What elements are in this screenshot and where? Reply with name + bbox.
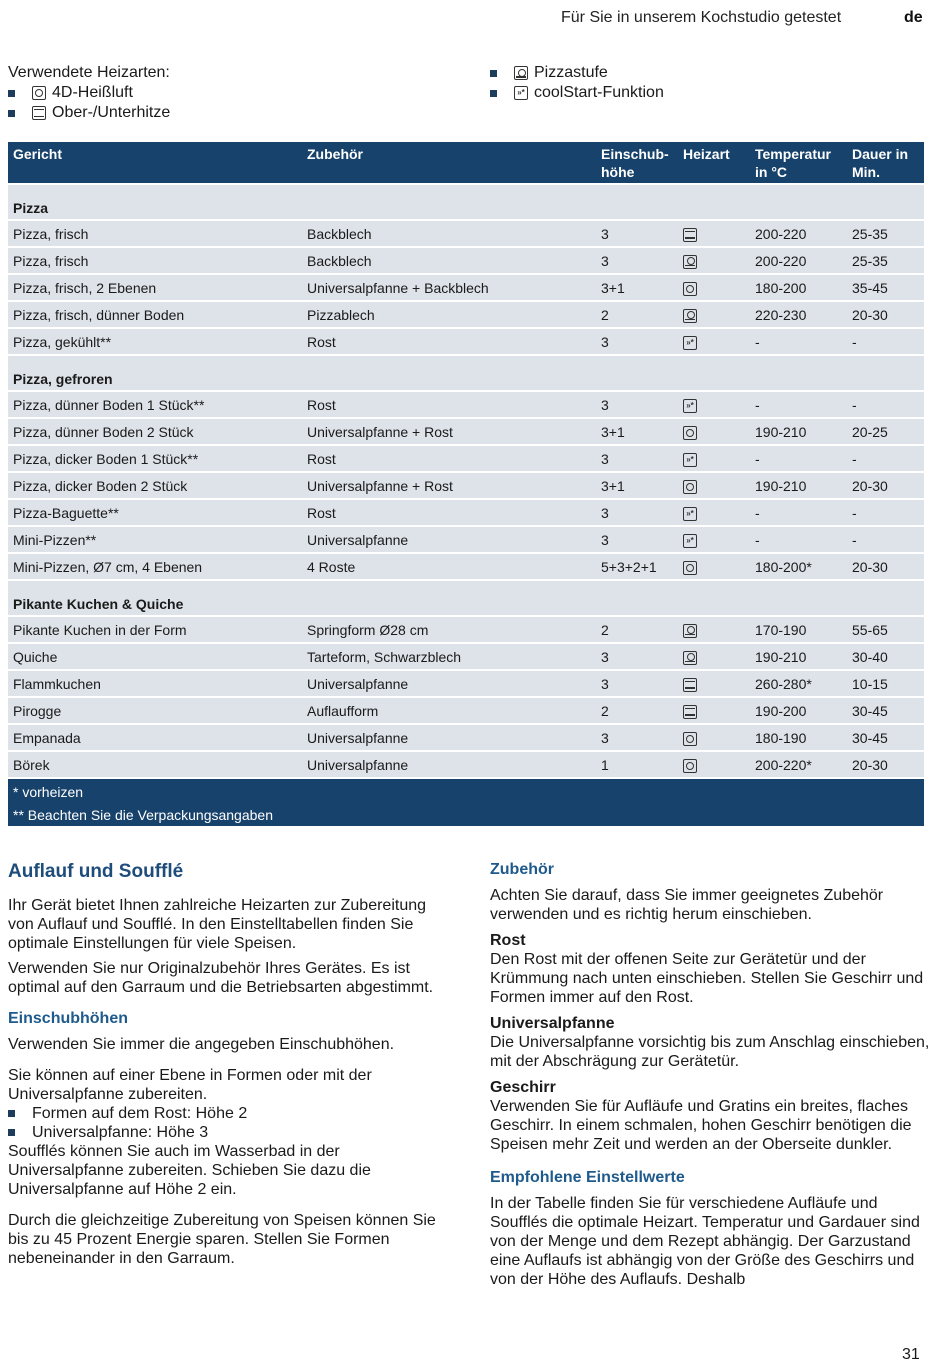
paragraph: Verwenden Sie nur Originalzubehör Ihres Gerätes. Es ist optimal auf den Garraum und die Betriebsarten abgestimmt. [8, 960, 434, 996]
cell-dish: Pikante Kuchen in der Form [8, 616, 302, 643]
cell-heating [678, 724, 750, 751]
cell-heating [678, 643, 750, 670]
fan-heating-icon [683, 282, 697, 296]
cell-duration: 30-45 [847, 724, 924, 751]
cell-duration: 20-30 [847, 301, 924, 328]
cell-accessory: Rost [302, 499, 596, 526]
cell-duration: - [847, 499, 924, 526]
cell-duration: 25-35 [847, 220, 924, 247]
table-row [8, 220, 924, 247]
cell-temperature: 260-280* [750, 670, 847, 697]
bullet-square-icon [8, 1129, 15, 1136]
pizza-setting-icon [683, 624, 697, 638]
group-title: Pikante Kuchen & Quiche [8, 580, 924, 616]
bullet-square-icon [490, 90, 497, 97]
fan-heating-icon [683, 732, 697, 746]
section-title: Auflauf und Soufflé [8, 861, 184, 882]
cell-duration: - [847, 391, 924, 418]
cell-accessory: Universalpfanne [302, 526, 596, 553]
cell-duration: 10-15 [847, 670, 924, 697]
header-temperature: Temperatur in °C [750, 142, 847, 184]
coolstart-icon: »* [683, 534, 697, 548]
cell-level: 2 [596, 697, 678, 724]
page-number: 31 [902, 1346, 920, 1363]
cell-level: 3 [596, 247, 678, 274]
cell-level: 1 [596, 751, 678, 778]
cell-heating [678, 553, 750, 580]
cell-level: 2 [596, 616, 678, 643]
cell-level: 3 [596, 499, 678, 526]
header-duration: Dauer in Min. [847, 142, 924, 184]
cell-duration: - [847, 445, 924, 472]
heating-mode-label: coolStart-Funktion [534, 84, 664, 101]
cell-heating [678, 247, 750, 274]
cell-heating [678, 391, 750, 418]
cell-dish: Börek [8, 751, 302, 778]
table-group-row [8, 580, 924, 616]
cell-accessory: 4 Roste [302, 553, 596, 580]
cell-level: 3 [596, 643, 678, 670]
cell-accessory: Tarteform, Schwarzblech [302, 643, 596, 670]
cell-level: 3 [596, 445, 678, 472]
cell-temperature: 170-190 [750, 616, 847, 643]
cell-level: 5+3+2+1 [596, 553, 678, 580]
cell-temperature: - [750, 499, 847, 526]
pizza-setting-icon [683, 651, 697, 665]
cell-accessory: Universalpfanne + Backblech [302, 274, 596, 301]
subheading-geschirr: Geschirr [490, 1079, 556, 1096]
cell-duration: 25-35 [847, 247, 924, 274]
cell-temperature: 200-220 [750, 247, 847, 274]
cell-duration: 30-45 [847, 697, 924, 724]
cell-level: 3+1 [596, 472, 678, 499]
cell-dish: Pizza, dicker Boden 2 Stück [8, 472, 302, 499]
group-title: Pizza [8, 184, 924, 220]
paragraph: Ihr Gerät bietet Ihnen zahlreiche Heizarten zur Zubereitung von Auflauf und Soufflé. In den Einstelltabellen finden Sie optimale Einstellungen für viele Speisen. [8, 897, 427, 952]
table-row [8, 643, 924, 670]
cell-temperature: 200-220 [750, 220, 847, 247]
cell-temperature: 190-200 [750, 697, 847, 724]
cell-heating [678, 220, 750, 247]
subheading-universalpfanne: Universalpfanne [490, 1015, 615, 1032]
cell-accessory: Universalpfanne + Rost [302, 418, 596, 445]
table-group-row [8, 184, 924, 220]
cell-dish: Pizza, frisch, dünner Boden [8, 301, 302, 328]
cell-duration: 35-45 [847, 274, 924, 301]
heating-modes-right [490, 63, 664, 103]
cell-accessory: Backblech [302, 247, 596, 274]
cell-duration: 30-40 [847, 643, 924, 670]
fan-heating-icon [683, 426, 697, 440]
coolstart-icon: »* [683, 336, 697, 350]
table-row [8, 553, 924, 580]
cell-heating [678, 274, 750, 301]
cell-accessory: Universalpfanne + Rost [302, 472, 596, 499]
table-footnote-row [8, 778, 924, 802]
table-group-row [8, 355, 924, 391]
cell-level: 3+1 [596, 274, 678, 301]
fan-heating-icon [683, 561, 697, 575]
heating-modes-label: Verwendete Heizarten: [8, 64, 170, 81]
cell-heating [678, 418, 750, 445]
cell-accessory: Universalpfanne [302, 670, 596, 697]
paragraph: Durch die gleichzeitige Zubereitung von Speisen können Sie bis zu 45 Prozent Energie sparen. Stellen Sie Formen nebeneinander in den Garraum. [8, 1212, 436, 1267]
paragraph: Die Universalpfanne vorsichtig bis zum Anschlag einschieben, mit der Abschrägung zur Gerätetür. [490, 1034, 930, 1070]
cell-heating [678, 328, 750, 355]
top-bottom-heat-icon [683, 678, 697, 692]
list-item: Universalpfanne: Höhe 3 [8, 1123, 453, 1142]
table-row [8, 274, 924, 301]
cell-dish: Pizza, frisch [8, 247, 302, 274]
heating-mode-label: 4D-Heißluft [52, 84, 133, 101]
left-column [8, 860, 453, 1274]
table-row [8, 724, 924, 751]
subheading-einstellwerte: Empfohlene Einstellwerte [490, 1169, 685, 1186]
cell-accessory: Universalpfanne [302, 751, 596, 778]
cell-temperature: 180-190 [750, 724, 847, 751]
cell-temperature: 190-210 [750, 418, 847, 445]
group-title: Pizza, gefroren [8, 355, 924, 391]
cell-dish: Pizza, gekühlt** [8, 328, 302, 355]
pizza-setting-icon [514, 66, 528, 80]
heating-mode-item [490, 83, 664, 103]
pizza-setting-icon [683, 255, 697, 269]
table-row [8, 697, 924, 724]
cell-accessory: Rost [302, 445, 596, 472]
right-column [490, 860, 930, 1295]
table-row [8, 445, 924, 472]
cell-dish: Quiche [8, 643, 302, 670]
cell-temperature: - [750, 391, 847, 418]
cell-heating [678, 499, 750, 526]
table-row [8, 670, 924, 697]
bullet-square-icon [8, 90, 15, 97]
cell-heating [678, 526, 750, 553]
table-row [8, 616, 924, 643]
bullet-square-icon [8, 110, 15, 117]
cell-dish: Pizza-Baguette** [8, 499, 302, 526]
table-row [8, 751, 924, 778]
footnote: * vorheizen [8, 778, 924, 802]
cell-dish: Mini-Pizzen, Ø7 cm, 4 Ebenen [8, 553, 302, 580]
cell-dish: Mini-Pizzen** [8, 526, 302, 553]
table-row [8, 391, 924, 418]
cell-level: 3 [596, 220, 678, 247]
cell-dish: Pizza, dünner Boden 2 Stück [8, 418, 302, 445]
bullet-list [8, 1104, 453, 1142]
cell-heating [678, 697, 750, 724]
cell-duration: - [847, 328, 924, 355]
cell-dish: Pizza, frisch, 2 Ebenen [8, 274, 302, 301]
cell-temperature: 180-200 [750, 274, 847, 301]
cell-duration: 20-30 [847, 472, 924, 499]
cell-heating [678, 670, 750, 697]
cell-heating [678, 301, 750, 328]
running-header-title: Für Sie in unserem Kochstudio getestet [561, 9, 842, 26]
heating-mode-item [8, 103, 170, 123]
heating-modes-left [8, 63, 170, 123]
cell-level: 3 [596, 670, 678, 697]
cell-accessory: Rost [302, 391, 596, 418]
paragraph: Verwenden Sie immer die angegeben Einschubhöhen. [8, 1036, 395, 1053]
cell-temperature: 220-230 [750, 301, 847, 328]
table-footnote-row [8, 802, 924, 826]
table-row [8, 472, 924, 499]
cell-level: 3 [596, 724, 678, 751]
table-row [8, 418, 924, 445]
paragraph: Soufflés können Sie auch im Wasserbad in der Universalpfanne zubereiten. Schieben Sie dazu die Universalpfanne auf Höhe 2 ein. [8, 1143, 371, 1198]
cell-accessory: Universalpfanne [302, 724, 596, 751]
cell-level: 3+1 [596, 418, 678, 445]
paragraph: Achten Sie darauf, dass Sie immer geeignetes Zubehör verwenden und es richtig herum einschieben. [490, 887, 884, 923]
top-bottom-heat-icon [32, 106, 46, 120]
pizza-setting-icon [683, 309, 697, 323]
fan-heating-icon [683, 759, 697, 773]
cell-level: 3 [596, 391, 678, 418]
language-code: de [904, 9, 923, 26]
fan-heating-icon [32, 86, 46, 100]
cell-accessory: Rost [302, 328, 596, 355]
cell-duration: 20-30 [847, 553, 924, 580]
cell-duration: 20-25 [847, 418, 924, 445]
header-heating: Heizart [678, 142, 750, 184]
paragraph: Verwenden Sie für Aufläufe und Gratins ein breites, flaches Geschirr. In einem schmalen, hohen Geschirr benötigen die Speisen mehr Zeit und werden an der Oberseite dunkler. [490, 1098, 912, 1153]
top-bottom-heat-icon [683, 705, 697, 719]
coolstart-icon: »* [683, 507, 697, 521]
cell-accessory: Backblech [302, 220, 596, 247]
table-row [8, 526, 924, 553]
cell-duration: - [847, 526, 924, 553]
cell-heating [678, 751, 750, 778]
cell-accessory: Springform Ø28 cm [302, 616, 596, 643]
cell-temperature: 200-220* [750, 751, 847, 778]
subheading-rost: Rost [490, 932, 526, 949]
cell-dish: Pirogge [8, 697, 302, 724]
header-accessory: Zubehör [302, 142, 596, 184]
cell-duration: 20-30 [847, 751, 924, 778]
footnote: ** Beachten Sie die Verpackungsangaben [8, 802, 924, 826]
header-dish: Gericht [8, 142, 302, 184]
cell-heating [678, 616, 750, 643]
table-row [8, 328, 924, 355]
cell-accessory: Auflaufform [302, 697, 596, 724]
cell-dish: Empanada [8, 724, 302, 751]
list-item: Formen auf dem Rost: Höhe 2 [8, 1104, 453, 1123]
fan-heating-icon [683, 480, 697, 494]
cell-heating [678, 445, 750, 472]
cell-level: 3 [596, 328, 678, 355]
table-row [8, 247, 924, 274]
cell-temperature: - [750, 328, 847, 355]
cooking-table [8, 142, 924, 826]
paragraph: Den Rost mit der offenen Seite zur Gerätetür und der Krümmung nach unten einschieben. Stellen Sie Geschirr und Formen immer auf den Rost. [490, 951, 924, 1006]
cell-temperature: 190-210 [750, 472, 847, 499]
heating-mode-item [8, 83, 170, 103]
bullet-square-icon [490, 70, 497, 77]
cell-dish: Flammkuchen [8, 670, 302, 697]
cell-accessory: Pizzablech [302, 301, 596, 328]
cell-temperature: 190-210 [750, 643, 847, 670]
bullet-square-icon [8, 1110, 15, 1117]
coolstart-icon: »* [683, 453, 697, 467]
paragraph: In der Tabelle finden Sie für verschiedene Aufläufe und Soufflés die optimale Heizart. Temperatur und Gardauer sind von der Menge und dem Rezept abhängig. Der Garzustand eine Auflaufs ist abhängig von der Größe des Geschirrs und von der Höhe des Auflaufs. Deshalb [490, 1195, 920, 1288]
heating-mode-item [490, 63, 664, 83]
cell-temperature: - [750, 526, 847, 553]
cell-heating [678, 472, 750, 499]
cell-dish: Pizza, dünner Boden 1 Stück** [8, 391, 302, 418]
table-header-row [8, 142, 924, 184]
cell-temperature: 180-200* [750, 553, 847, 580]
cell-dish: Pizza, dicker Boden 1 Stück** [8, 445, 302, 472]
cell-level: 3 [596, 526, 678, 553]
table-row [8, 499, 924, 526]
paragraph: Sie können auf einer Ebene in Formen oder mit der Universalpfanne zubereiten. [8, 1067, 372, 1103]
table-row [8, 301, 924, 328]
heating-mode-label: Pizzastufe [534, 64, 608, 81]
coolstart-icon: »* [514, 86, 528, 100]
cell-level: 2 [596, 301, 678, 328]
header-level: Einschub- höhe [596, 142, 678, 184]
coolstart-icon: »* [683, 399, 697, 413]
cell-duration: 55-65 [847, 616, 924, 643]
top-bottom-heat-icon [683, 228, 697, 242]
subheading-einschubhoehen: Einschubhöhen [8, 1010, 128, 1027]
cell-temperature: - [750, 445, 847, 472]
subheading-zubehoer: Zubehör [490, 861, 554, 878]
heating-mode-label: Ober-/Unterhitze [52, 104, 171, 121]
cell-dish: Pizza, frisch [8, 220, 302, 247]
